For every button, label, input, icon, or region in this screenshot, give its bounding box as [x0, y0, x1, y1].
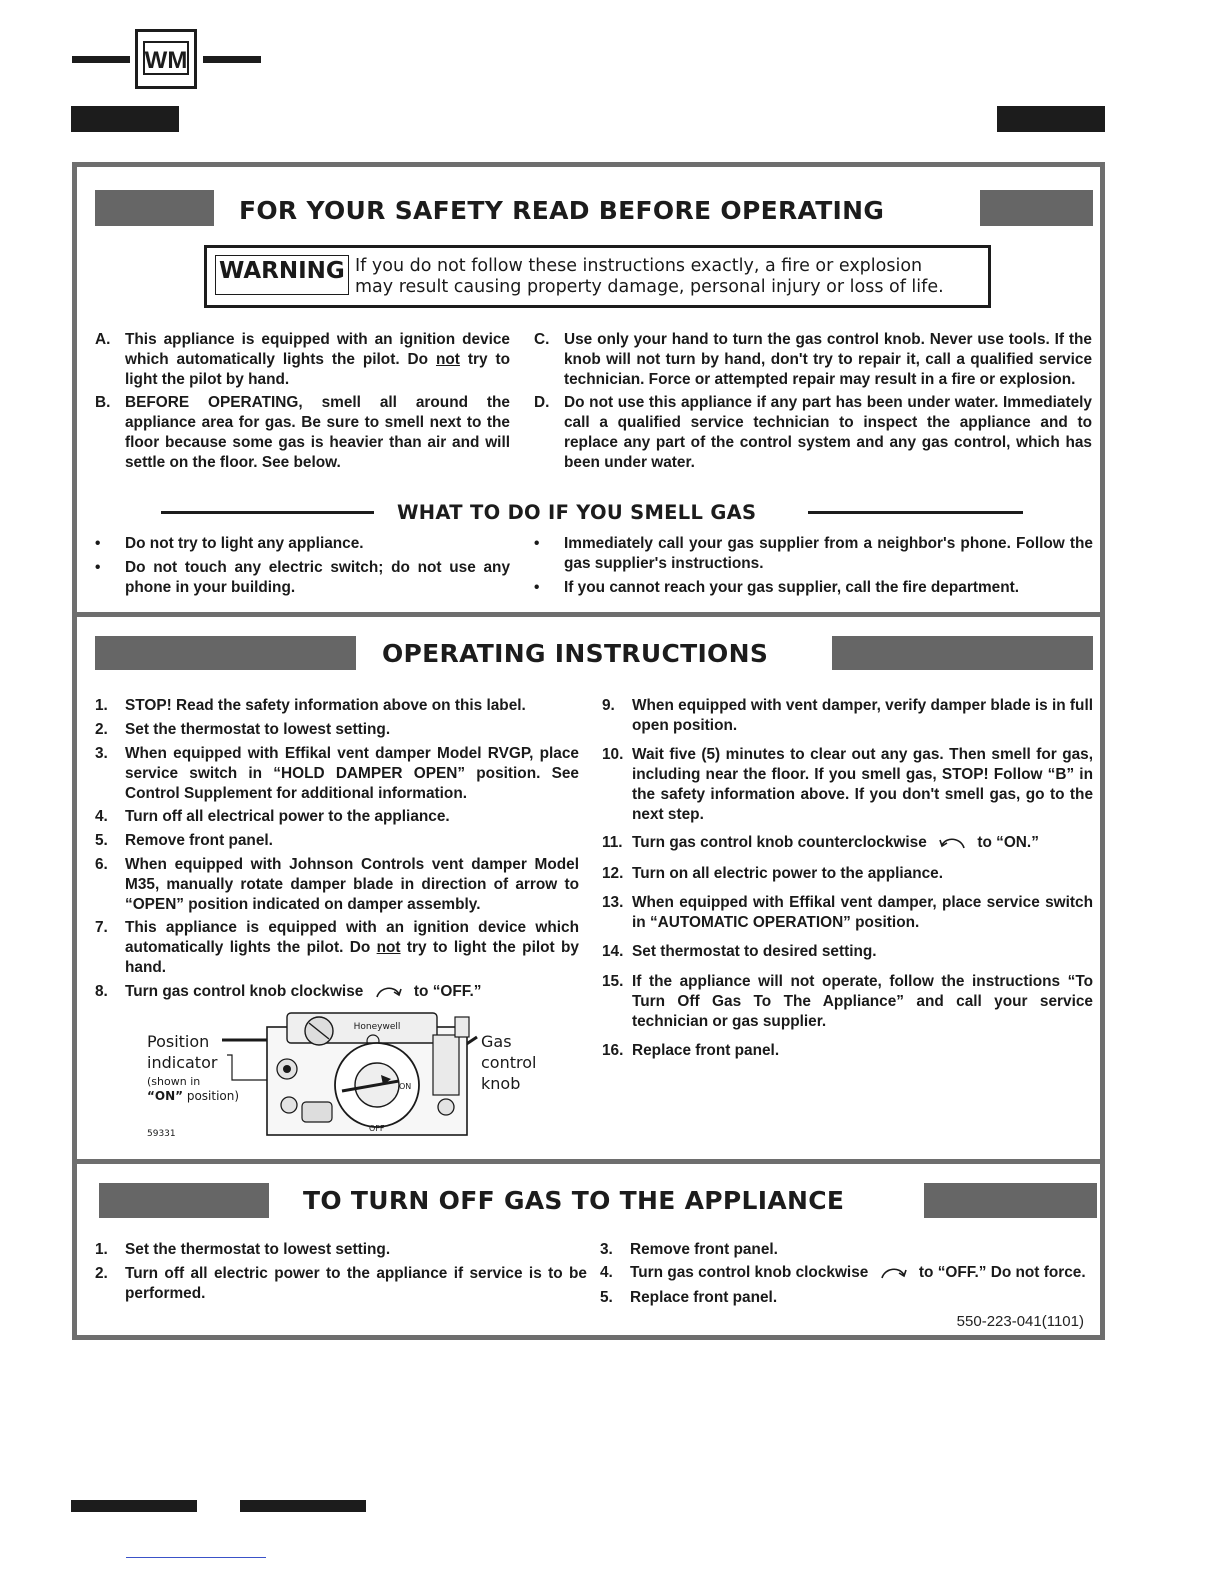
on-mark: ON — [399, 1082, 412, 1091]
operating-title: OPERATING INSTRUCTIONS — [382, 639, 769, 668]
title-bar-right — [980, 190, 1093, 226]
off-step-2: 2. Turn off all electric power to the appliance if service is to be performed. — [95, 1265, 587, 1302]
header-rule-left — [72, 56, 130, 63]
safety-label — [72, 162, 1105, 1340]
logo-text: WM — [144, 47, 188, 74]
safety-item-c: C. Use only your hand to turn the gas control knob. Never use tools. If the knob will not turn by hand, don't try to repair it, call a qualified service technician. Force or attempted repair may result in a fire or explosion. — [534, 331, 1092, 388]
op-step-5: 5. Remove front panel. — [95, 832, 273, 849]
gas-control-label-3: knob — [481, 1074, 521, 1093]
smell-gas-item-4: • If you cannot reach your gas supplier, call the fire department. — [534, 579, 1019, 596]
smell-gas-rule-right — [808, 511, 1023, 514]
smell-gas-item-2: • Do not touch any electric switch; do not use any phone in your building. — [95, 559, 510, 596]
footer-block-left — [71, 1500, 197, 1512]
op-step-11: 11. Turn gas control knob counterclockwise to “ON.” — [602, 834, 1039, 851]
title-bar-left — [95, 190, 214, 226]
brand-text: Honeywell — [353, 1022, 401, 1032]
op-step-10: 10. Wait five (5) minutes to clear out any gas. Then smell for gas, including near the floor. If you smell gas, STOP! Follow “B” in the safety information above. If you don't smell gas, go to the next step. — [602, 746, 1093, 823]
op-step-14: 14. Set thermostat to desired setting. — [602, 943, 877, 960]
smell-gas-item-1: • Do not try to light any appliance. — [95, 535, 364, 552]
safety-title: FOR YOUR SAFETY READ BEFORE OPERATING — [239, 196, 885, 225]
section-separator-1 — [77, 612, 1100, 617]
op-step-15: 15. If the appliance will not operate, follow the instructions “To Turn Off Gas To The Appliance” and call your service technician or gas supplier. — [602, 973, 1093, 1030]
footer-link-rule — [126, 1557, 266, 1558]
header-block-left — [71, 106, 179, 132]
turn-off-title: TO TURN OFF GAS TO THE APPLIANCE — [303, 1186, 845, 1215]
safety-item-b: B. BEFORE OPERATING, smell all around the appliance area for gas. Be sure to smell next to the floor because some gas is heavier than air and will settle on the floor. See below. — [95, 394, 510, 471]
title-bar-left — [99, 1183, 269, 1218]
safety-item-d: D. Do not use this appliance if any part has been under water. Immediately call a qualified service technician to inspect the appliance and to replace any part of the control system and any gas control, which has been under water. — [534, 394, 1092, 471]
title-bar-right — [832, 636, 1093, 670]
warning-line-2: may result causing property damage, personal injury or loss of life. — [355, 277, 944, 297]
position-indicator-label-2: indicator — [147, 1053, 218, 1072]
gas-valve-drawing — [137, 1007, 577, 1142]
section-separator-2 — [77, 1159, 1100, 1164]
header-block-right — [997, 106, 1105, 132]
footer-block-right — [240, 1500, 366, 1512]
clockwise-arrow-icon — [374, 984, 404, 1000]
clockwise-arrow-icon — [879, 1265, 909, 1281]
op-step-13: 13. When equipped with Effikal vent damper, place service switch in “AUTOMATIC OPERATION” position. — [602, 894, 1093, 931]
position-indicator-label-1: Position — [147, 1032, 210, 1051]
wm-logo — [135, 29, 197, 89]
off-mark: OFF — [369, 1124, 385, 1133]
op-step-12: 12. Turn on all electric power to the appliance. — [602, 865, 944, 882]
op-step-3: 3. When equipped with Effikal vent damper Model RVGP, place service switch in “HOLD DAMPER OPEN” position. See Control Supplement for additional information. — [95, 745, 579, 802]
op-step-16: 16. Replace front panel. — [602, 1042, 780, 1059]
op-step-6: 6. When equipped with Johnson Controls vent damper Model M35, manually rotate damper blade in direction of arrow to “OPEN” position indicated on damper assembly. — [95, 856, 579, 913]
title-bar-right — [924, 1183, 1097, 1218]
header-rule-right — [203, 56, 261, 63]
off-step-4: 4. Turn gas control knob clockwise to “OFF.” Do not force. — [600, 1264, 1086, 1281]
counterclockwise-arrow-icon — [937, 835, 967, 851]
off-step-1: 1. Set the thermostat to lowest setting. — [95, 1241, 391, 1258]
position-note-1: (shown in — [147, 1075, 201, 1088]
warning-box — [204, 245, 991, 308]
figure-number: 59331 — [147, 1129, 176, 1139]
op-step-2: 2. Set the thermostat to lowest setting. — [95, 721, 391, 738]
smell-gas-item-3: • Immediately call your gas supplier from a neighbor's phone. Follow the gas supplier's instructions. — [534, 535, 1093, 572]
op-step-9: 9. When equipped with vent damper, verify damper blade is in full open position. — [602, 697, 1093, 734]
op-step-1: 1. STOP! Read the safety information above on this label. — [95, 697, 526, 714]
gas-valve-figure — [137, 1007, 577, 1142]
part-number: 550-223-041(1101) — [956, 1313, 1084, 1330]
safety-item-a: A. This appliance is equipped with an ignition device which automatically lights the pilot. Do not try to light the pilot by hand. — [95, 331, 510, 388]
position-note-2: “ON” position) — [147, 1089, 240, 1103]
op-step-7: 7. This appliance is equipped with an ignition device which automatically lights the pilot. Do not try to light the pilot by hand. — [95, 919, 579, 976]
warning-label: WARNING — [219, 258, 345, 284]
smell-gas-rule-left — [161, 511, 374, 514]
off-step-5: 5. Replace front panel. — [600, 1289, 778, 1306]
title-bar-left — [95, 636, 356, 670]
gas-control-label-2: control — [481, 1053, 537, 1072]
op-step-8: 8. Turn gas control knob clockwise to “OFF.” — [95, 983, 482, 1000]
smell-gas-title: WHAT TO DO IF YOU SMELL GAS — [397, 501, 757, 524]
off-step-3: 3. Remove front panel. — [600, 1241, 778, 1258]
op-step-4: 4. Turn off all electrical power to the appliance. — [95, 808, 450, 825]
gas-control-label-1: Gas — [481, 1032, 512, 1051]
warning-line-1: If you do not follow these instructions exactly, a fire or explosion — [355, 256, 923, 276]
